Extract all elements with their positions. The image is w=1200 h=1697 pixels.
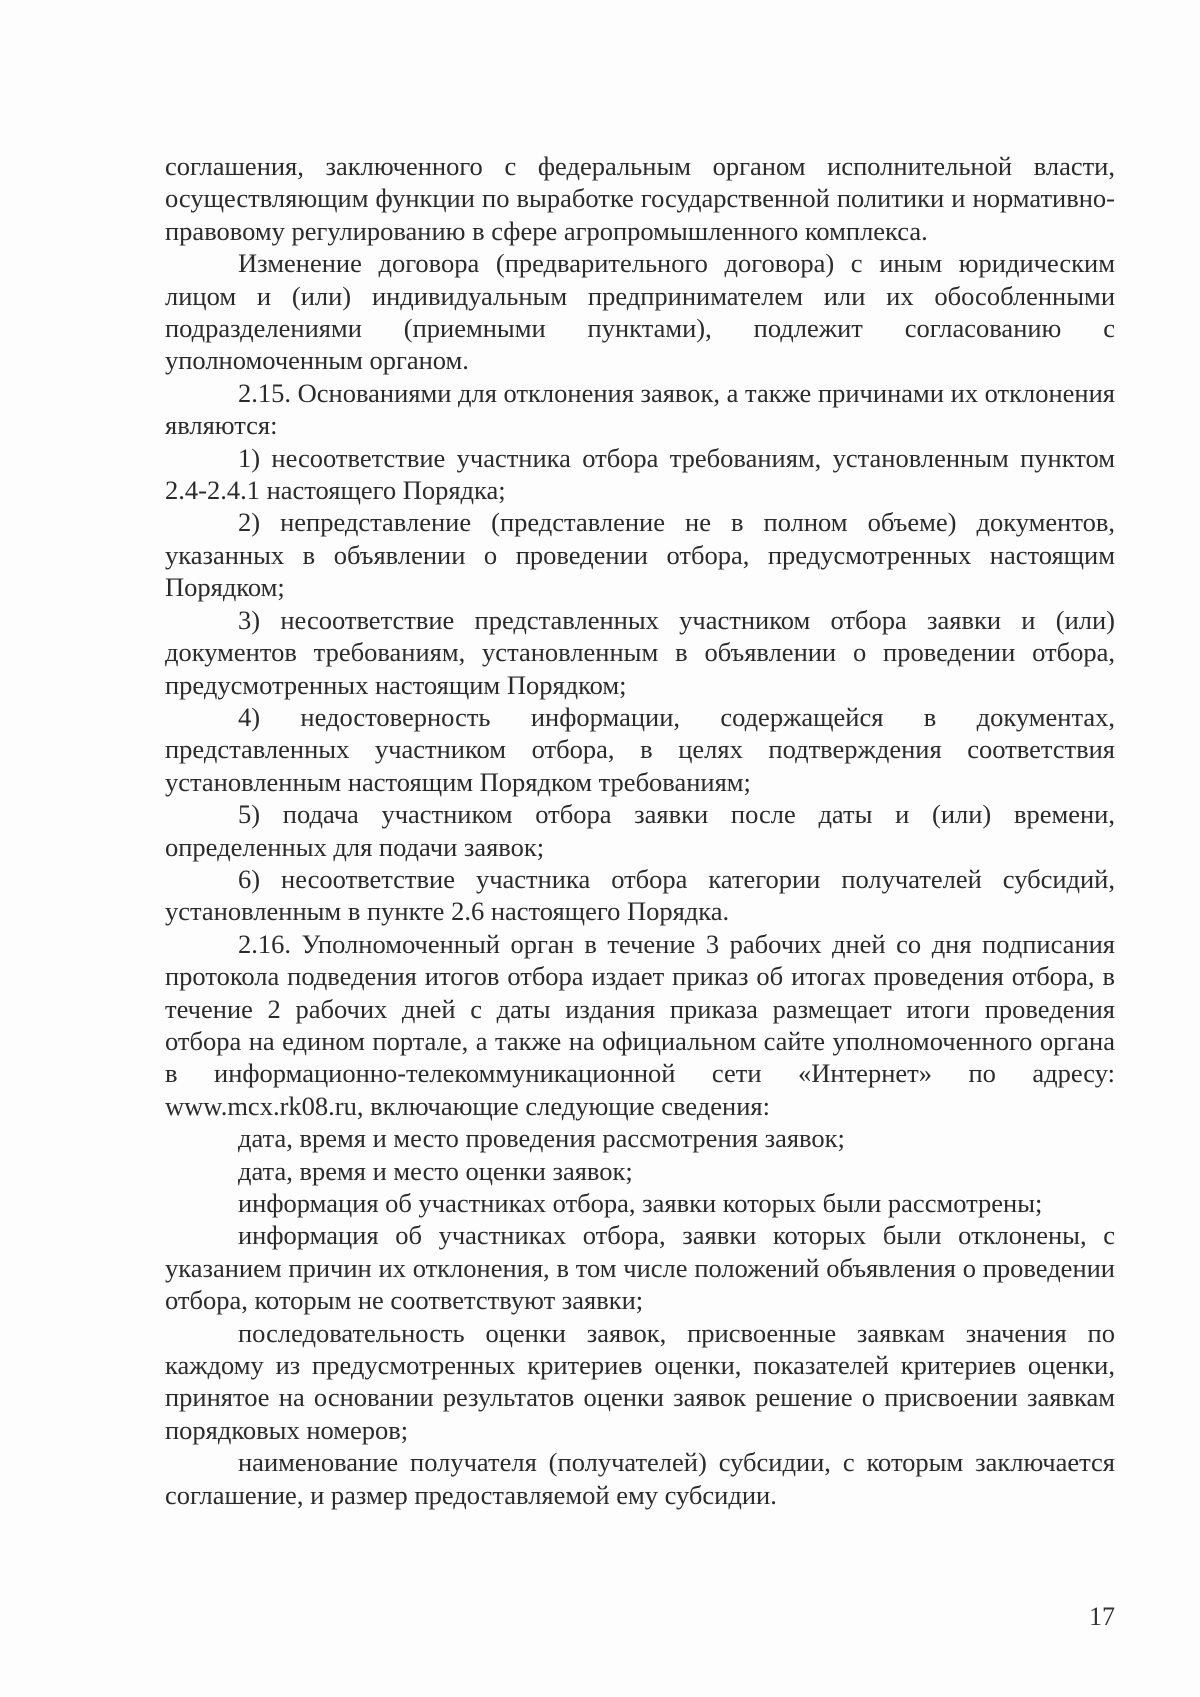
document-body xyxy=(165,150,1115,1511)
page-number: 17 xyxy=(1089,1602,1115,1631)
list-item-reviewed-participants: информация об участниках отбора, заявки которых были рассмотрены; xyxy=(238,1188,1043,1218)
list-item-2-15-4: 4) недостоверность информации, содержащейся в документах, представленных участником отбора, в целях подтверждения соответствия установленным настоящим Порядком требованиям; xyxy=(165,701,1115,797)
list-item-recipient-name: наименование получателя (получателей) субсидии, с которым заключается соглашение, и размер предоставляемой ему субсидии. xyxy=(165,1447,1115,1510)
paragraph-2-16: 2.16. Уполномоченный орган в течение 3 рабочих дней со дня подписания протокола подведения итогов отбора издает приказ об итогах проведения отбора, в течение 2 рабочих дней с даты издания приказа размещает итоги проведения отбора на едином портале, а также на официальном сайте уполномоченного органа в информационно-телекоммуникационной сети «Интернет» по адресу: www.mcx.rk08.ru, включающие следующие сведения: xyxy=(165,928,1115,1121)
paragraph-contract-change: Изменение договора (предварительного договора) с иным юридическим лицом и (или) индивидуальным предпринимателем или их обособленными подразделениями (приемными пунктами), подлежит согласованию с уполномоченным органом. xyxy=(165,248,1115,376)
list-item-2-15-5: 5) подача участником отбора заявки после даты и (или) времени, определенных для подачи заявок; xyxy=(165,799,1115,862)
list-item-review-date: дата, время и место проведения рассмотрения заявок; xyxy=(238,1123,845,1154)
paragraph-agreement-continuation: соглашения, заключенного с федеральным органом исполнительной власти, осуществляющим функции по выработке государственной политики и нормативно-правовому регулированию в сфере агропромышленного комплекса. xyxy=(165,151,1115,246)
list-item-evaluation-date: дата, время и место оценки заявок; xyxy=(238,1155,633,1186)
list-item-evaluation-sequence: последовательность оценки заявок, присвоенные заявкам значения по каждому из предусмотренных критериев оценки, показателей критериев оценки, принятое на основании результатов оценки заявок решение о присвоении заявкам порядковых номеров; xyxy=(165,1317,1115,1445)
list-item-rejected-participants: информация об участниках отбора, заявки которых были отклонены, с указанием причин их отклонения, в том числе положений объявления о проведении отбора, которым не соответствуют заявки; xyxy=(165,1220,1115,1316)
list-item-2-15-3: 3) несоответствие представленных участником отбора заявки и (или) документов требованиям, установленным в объявлении о проведении отбора, предусмотренных настоящим Порядком; xyxy=(165,604,1115,700)
list-item-2-15-6: 6) несоответствие участника отбора категории получателей субсидий, установленным в пункте 2.6 настоящего Порядка. xyxy=(165,863,1115,927)
paragraph-2-15: 2.15. Основаниями для отклонения заявок, а также причинами их отклонения являются: xyxy=(165,377,1115,441)
list-item-2-15-1: 1) несоответствие участника отбора требованиям, установленным пунктом 2.4-2.4.1 настоящего Порядка; xyxy=(165,442,1115,506)
list-item-2-15-2: 2) непредставление (представление не в полном объеме) документов, указанных в объявлении о проведении отбора, предусмотренных настоящим Порядком; xyxy=(165,507,1115,603)
